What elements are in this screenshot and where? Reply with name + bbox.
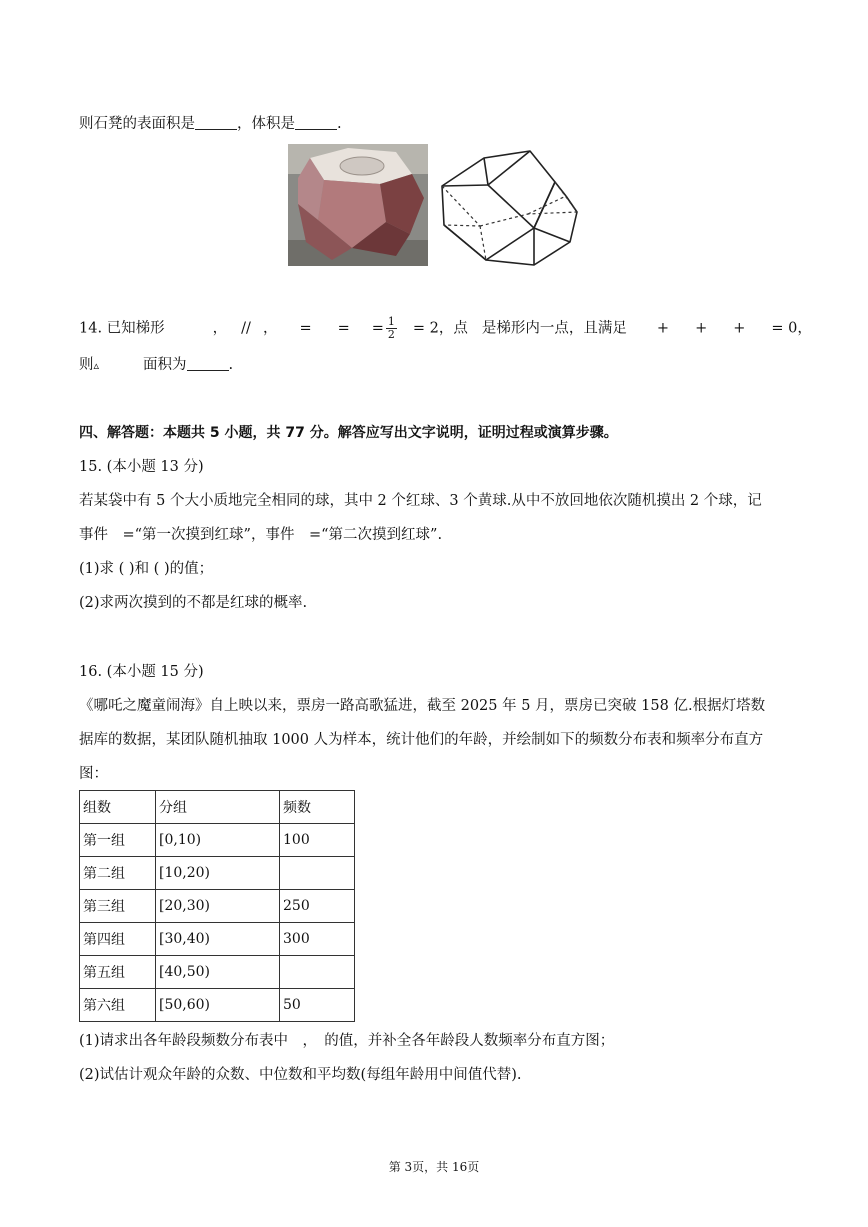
- fraction-denominator: 2: [387, 328, 395, 341]
- q15-part2: (2)求两次摸到的不都是红球的概率.: [79, 595, 308, 611]
- q14-comma-2: ，: [262, 320, 278, 337]
- table-row: [80, 890, 355, 923]
- q13-mid: ，体积是: [237, 116, 295, 132]
- table-cell: [10,20): [156, 857, 280, 890]
- table-cell: [20,30): [156, 890, 280, 923]
- table-cell: [0,10): [156, 824, 280, 857]
- frequency-table: [79, 790, 355, 1022]
- table-cell: 50: [280, 989, 355, 1022]
- q14-eq-2: =: [337, 320, 350, 337]
- page-footer: 第 3页，共 16页: [388, 1160, 480, 1174]
- fraction-numerator: 1: [387, 315, 395, 328]
- q14-then: 则: [79, 357, 94, 373]
- table-row: [80, 923, 355, 956]
- q14-plus-2: +: [695, 320, 708, 337]
- q14-condition: 是梯形内一点，且满足: [481, 320, 627, 337]
- table-row: [80, 857, 355, 890]
- cuboctahedron-diagram: [438, 140, 583, 270]
- q14-area-label: 面积为: [143, 357, 187, 373]
- q15-line2: 事件 =“第一次摸到红球”，事件 =“第二次摸到红球”.: [79, 527, 443, 543]
- q14-line1: [79, 316, 812, 341]
- table-cell: [40,50): [156, 956, 280, 989]
- table-header-row: [80, 791, 355, 824]
- q14-eq-3: =: [371, 320, 384, 337]
- table-row: [80, 956, 355, 989]
- q13-blank-line: [79, 114, 342, 134]
- q16-line2: 据库的数据，某团队随机抽取 1000 人为样本，统计他们的年龄，并绘制如下的频数分布表和频率分布直方: [79, 732, 764, 748]
- q14-label: 14. 已知梯形: [79, 320, 165, 337]
- q16-part1: (1)请求出各年龄段频数分布表中 ， 的值，并补全各年龄段人数频率分布直方图；: [79, 1033, 615, 1049]
- table-row: [80, 989, 355, 1022]
- table-cell: [280, 857, 355, 890]
- volume-blank[interactable]: [295, 115, 337, 130]
- q16-line1: 《哪吒之魔童闹海》自上映以来，票房一路高歌猛进，截至 2025 年 5 月，票房已突破 158 亿.根据灯塔数: [79, 698, 766, 714]
- table-cell: [50,60): [156, 989, 280, 1022]
- q16-heading: 16. (本小题 15 分): [79, 664, 204, 680]
- triangle-icon: ▵: [93, 359, 100, 372]
- table-cell: 第六组: [80, 989, 156, 1022]
- surface-area-blank[interactable]: [195, 115, 237, 130]
- header-group: 组数: [80, 791, 156, 824]
- q15-part1: (1)求 ( )和 ( )的值；: [79, 561, 214, 577]
- table-cell: 100: [280, 824, 355, 857]
- q13-end: .: [337, 116, 342, 132]
- q14-line2: [79, 355, 233, 376]
- q14-comma-1: ，: [212, 320, 228, 337]
- area-blank[interactable]: [187, 356, 229, 371]
- table-cell: [30,40): [156, 923, 280, 956]
- q16-line3: 图：: [79, 766, 108, 782]
- q14-parallel: //: [241, 320, 251, 337]
- header-range: 分组: [156, 791, 280, 824]
- q14-equals-2: = 2，点: [412, 320, 468, 337]
- q15-line1: 若某袋中有 5 个大小质地完全相同的球，其中 2 个红球、3 个黄球.从中不放回地依次随机摸出 2 个球，记: [79, 493, 762, 509]
- table-cell: 第四组: [80, 923, 156, 956]
- q14-equals-zero: = 0，: [771, 320, 812, 337]
- stone-stool-photo: [288, 144, 428, 266]
- q14-plus-3: +: [733, 320, 746, 337]
- table-cell: 250: [280, 890, 355, 923]
- table-cell: 第一组: [80, 824, 156, 857]
- table-row: [80, 824, 355, 857]
- table-cell: 第五组: [80, 956, 156, 989]
- q14-fraction: [386, 316, 397, 341]
- section-four-heading: 四、解答题：本题共 5 小题，共 77 分。解答应写出文字说明，证明过程或演算步骤。: [79, 425, 618, 441]
- q13-text: 则石凳的表面积是: [79, 116, 195, 132]
- q14-plus-1: +: [656, 320, 670, 337]
- table-cell: 第三组: [80, 890, 156, 923]
- table-cell: 300: [280, 923, 355, 956]
- q16-part2: (2)试估计观众年龄的众数、中位数和平均数(每组年龄用中间值代替).: [79, 1067, 522, 1083]
- q14-end: .: [228, 357, 234, 373]
- header-frequency: 频数: [280, 791, 355, 824]
- table-cell: 第二组: [80, 857, 156, 890]
- table-cell: [280, 956, 355, 989]
- q15-heading: 15. (本小题 13 分): [79, 459, 204, 475]
- q14-eq-1: =: [299, 320, 312, 337]
